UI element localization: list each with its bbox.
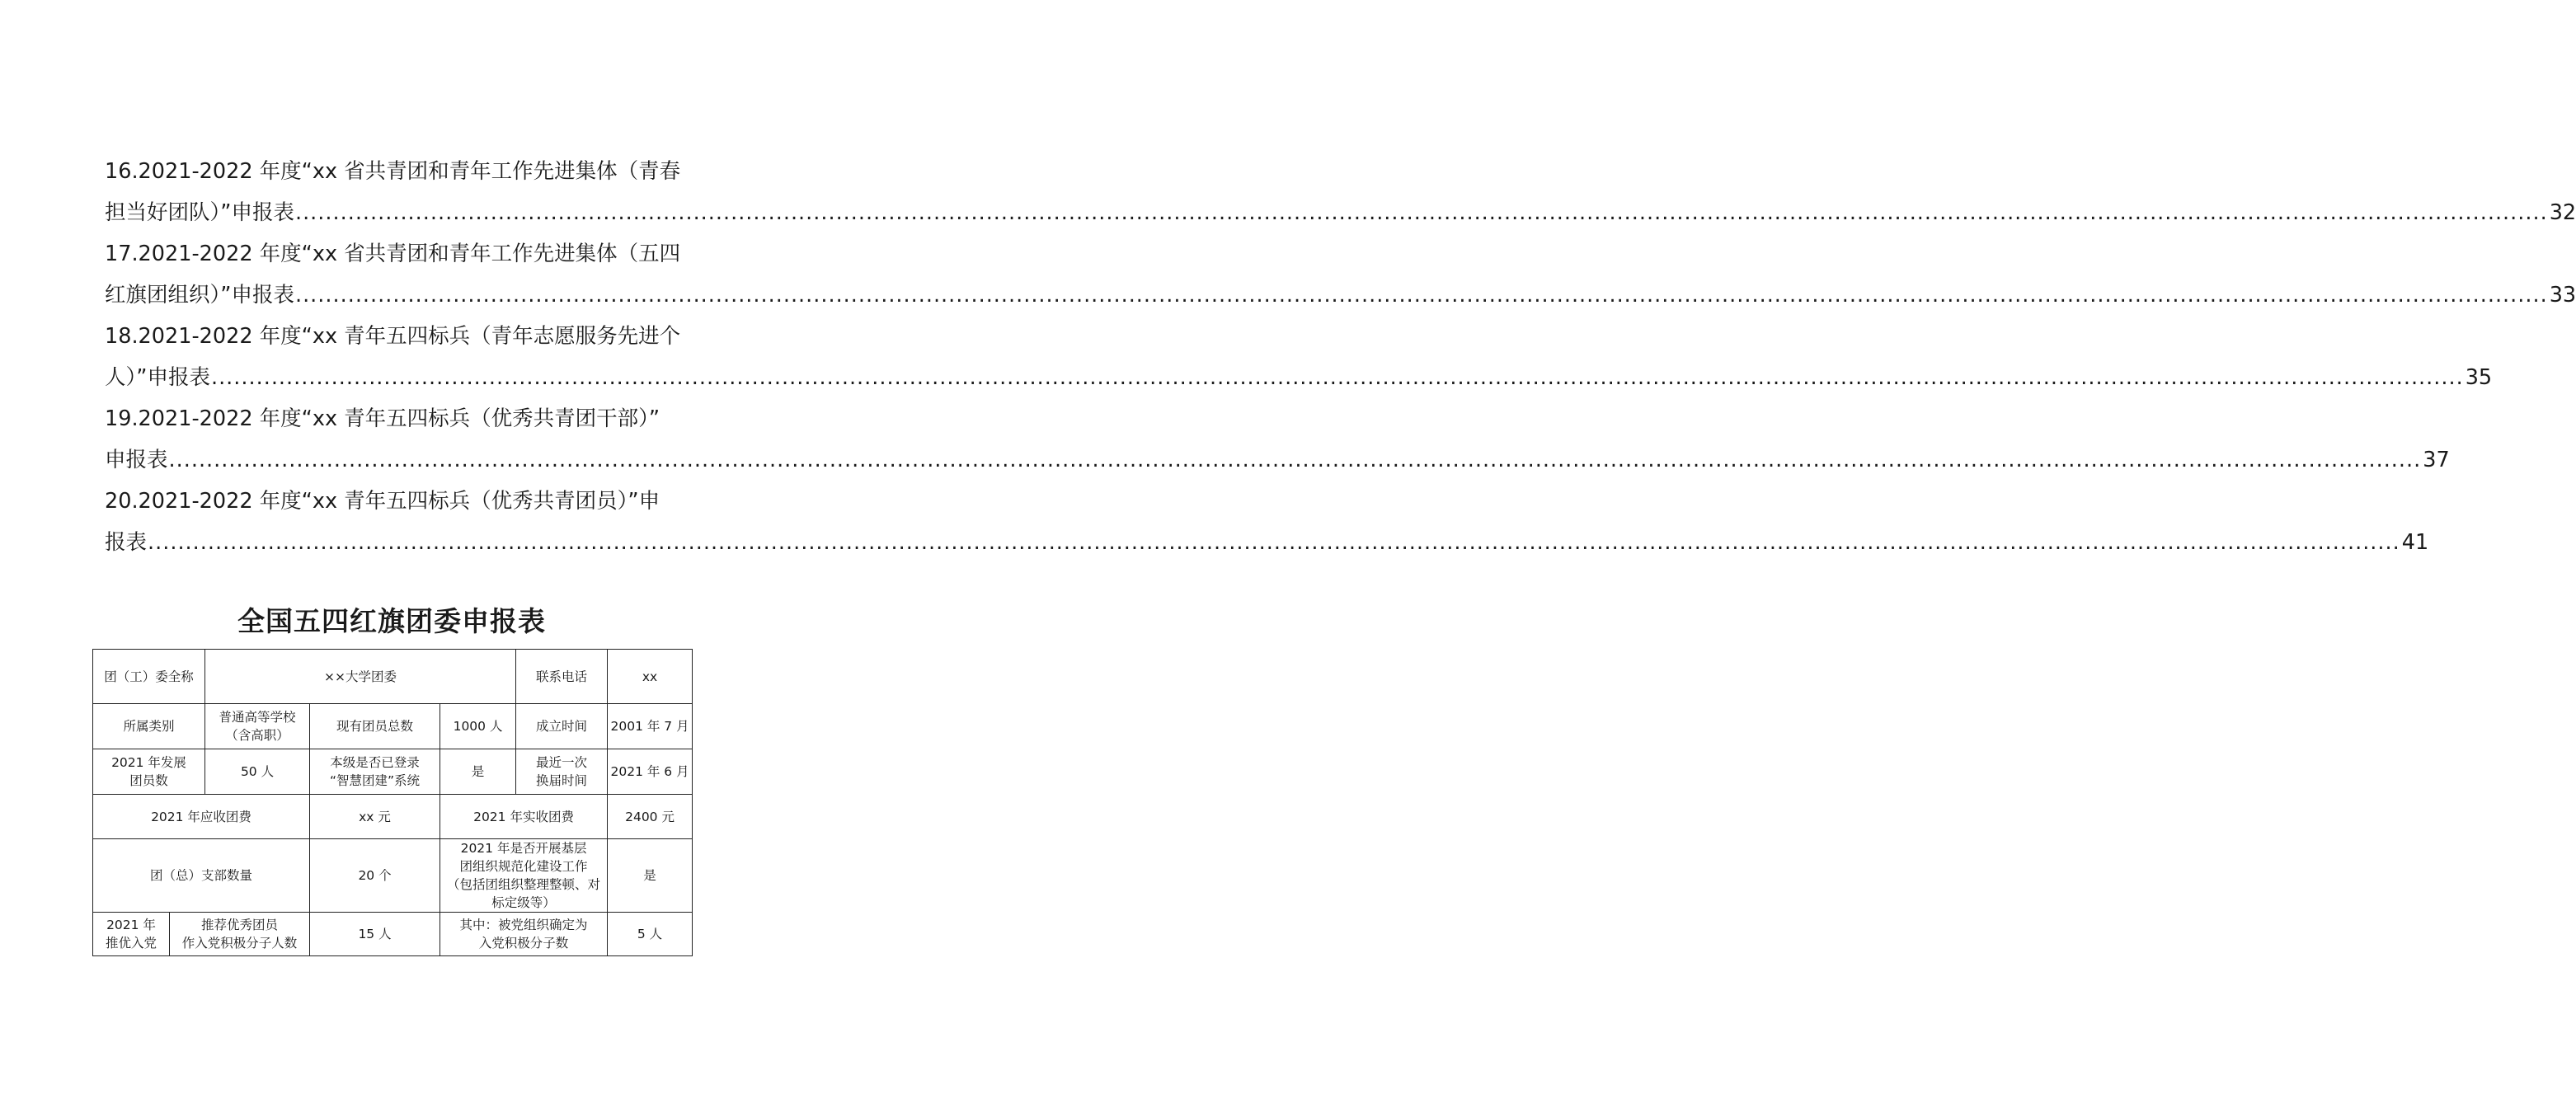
branch-count-value: 20 个	[310, 839, 440, 913]
confirmed-activists-label: 其中：被党组织确定为 入党积极分子数	[440, 913, 608, 956]
toc-entry-title: 18.2021-2022 年度“xx 青年五四标兵（青年志愿服务先进个	[105, 324, 681, 349]
toc-leader-dots: ............................................................................................................................................................................................................................................................................................................	[168, 448, 2422, 472]
toc-entry-title-cont: 报表	[105, 530, 148, 555]
application-form-table	[92, 649, 693, 956]
committee-name-label: 团（工）委全称	[93, 650, 205, 704]
toc-page-number: 41	[2401, 530, 2429, 555]
toc-leader-dots: ............................................................................................................................................................................................................................................................................................................	[210, 365, 2464, 390]
member-count-value: 1000 人	[440, 704, 516, 749]
standardization-value: 是	[608, 839, 693, 913]
form-title: 全国五四红旗团委申报表	[237, 605, 546, 637]
category-label: 所属类别	[93, 704, 205, 749]
toc-entry-title-cont: 申报表	[105, 448, 168, 472]
standardization-label: 2021 年是否开展基层 团组织规范化建设工作 （包括团组织整理整顿、对 标定级等）	[440, 839, 608, 913]
developed-members-value: 50 人	[205, 749, 310, 795]
toc-entry-title: 17.2021-2022 年度“xx 省共青团和青年工作先进集体（五四	[105, 242, 681, 266]
developed-members-label: 2021 年发展 团员数	[93, 749, 205, 795]
last-election-label: 最近一次 换届时间	[516, 749, 608, 795]
branch-count-label: 团（总）支部数量	[93, 839, 310, 913]
toc-entry[interactable]	[105, 316, 2493, 398]
toc-leader-dots: ............................................................................................................................................................................................................................................................................................................	[294, 200, 2548, 225]
toc-page-number: 33	[2549, 283, 2576, 308]
toc-entry-title-cont: 担当好团队）”申报表	[105, 200, 294, 225]
member-count-label: 现有团员总数	[310, 704, 440, 749]
founded-value: 2001 年 7 月	[608, 704, 693, 749]
recommended-members-value: 15 人	[310, 913, 440, 956]
dues-receivable-value: xx 元	[310, 795, 440, 839]
phone-label: 联系电话	[516, 650, 608, 704]
phone-value: xx	[608, 650, 693, 704]
recommended-members-label: 推荐优秀团员 作入党积极分子人数	[170, 913, 310, 956]
smart-league-login-label: 本级是否已登录 “智慧团建”系统	[310, 749, 440, 795]
table-of-contents	[105, 151, 2576, 563]
toc-entry[interactable]	[105, 481, 2429, 563]
dues-receivable-label: 2021 年应收团费	[93, 795, 310, 839]
dues-received-value: 2400 元	[608, 795, 693, 839]
category-value: 普通高等学校 （含高职）	[205, 704, 310, 749]
toc-page-number: 35	[2465, 365, 2493, 390]
toc-entry-title: 16.2021-2022 年度“xx 省共青团和青年工作先进集体（青春	[105, 159, 681, 184]
toc-page-number: 37	[2423, 448, 2450, 472]
smart-league-login-value: 是	[440, 749, 516, 795]
toc-entry[interactable]	[105, 233, 2576, 316]
toc-entry[interactable]	[105, 151, 2576, 233]
toc-entry-title: 20.2021-2022 年度“xx 青年五四标兵（优秀共青团员）”申	[105, 489, 660, 514]
last-election-value: 2021 年 6 月	[608, 749, 693, 795]
toc-entry-title-cont: 人）”申报表	[105, 365, 210, 390]
confirmed-activists-value: 5 人	[608, 913, 693, 956]
toc-entry[interactable]	[105, 398, 2450, 481]
toc-page-number: 32	[2549, 200, 2576, 225]
toc-leader-dots: ............................................................................................................................................................................................................................................................................................................	[148, 530, 2400, 555]
founded-label: 成立时间	[516, 704, 608, 749]
party-recommend-year-label: 2021 年 推优入党	[93, 913, 170, 956]
toc-leader-dots: ............................................................................................................................................................................................................................................................................................................	[294, 283, 2548, 308]
toc-entry-title-cont: 红旗团组织）”申报表	[105, 283, 294, 308]
committee-name-value: ××大学团委	[205, 650, 516, 704]
dues-received-label: 2021 年实收团费	[440, 795, 608, 839]
toc-entry-title: 19.2021-2022 年度“xx 青年五四标兵（优秀共青团干部）”	[105, 406, 660, 431]
